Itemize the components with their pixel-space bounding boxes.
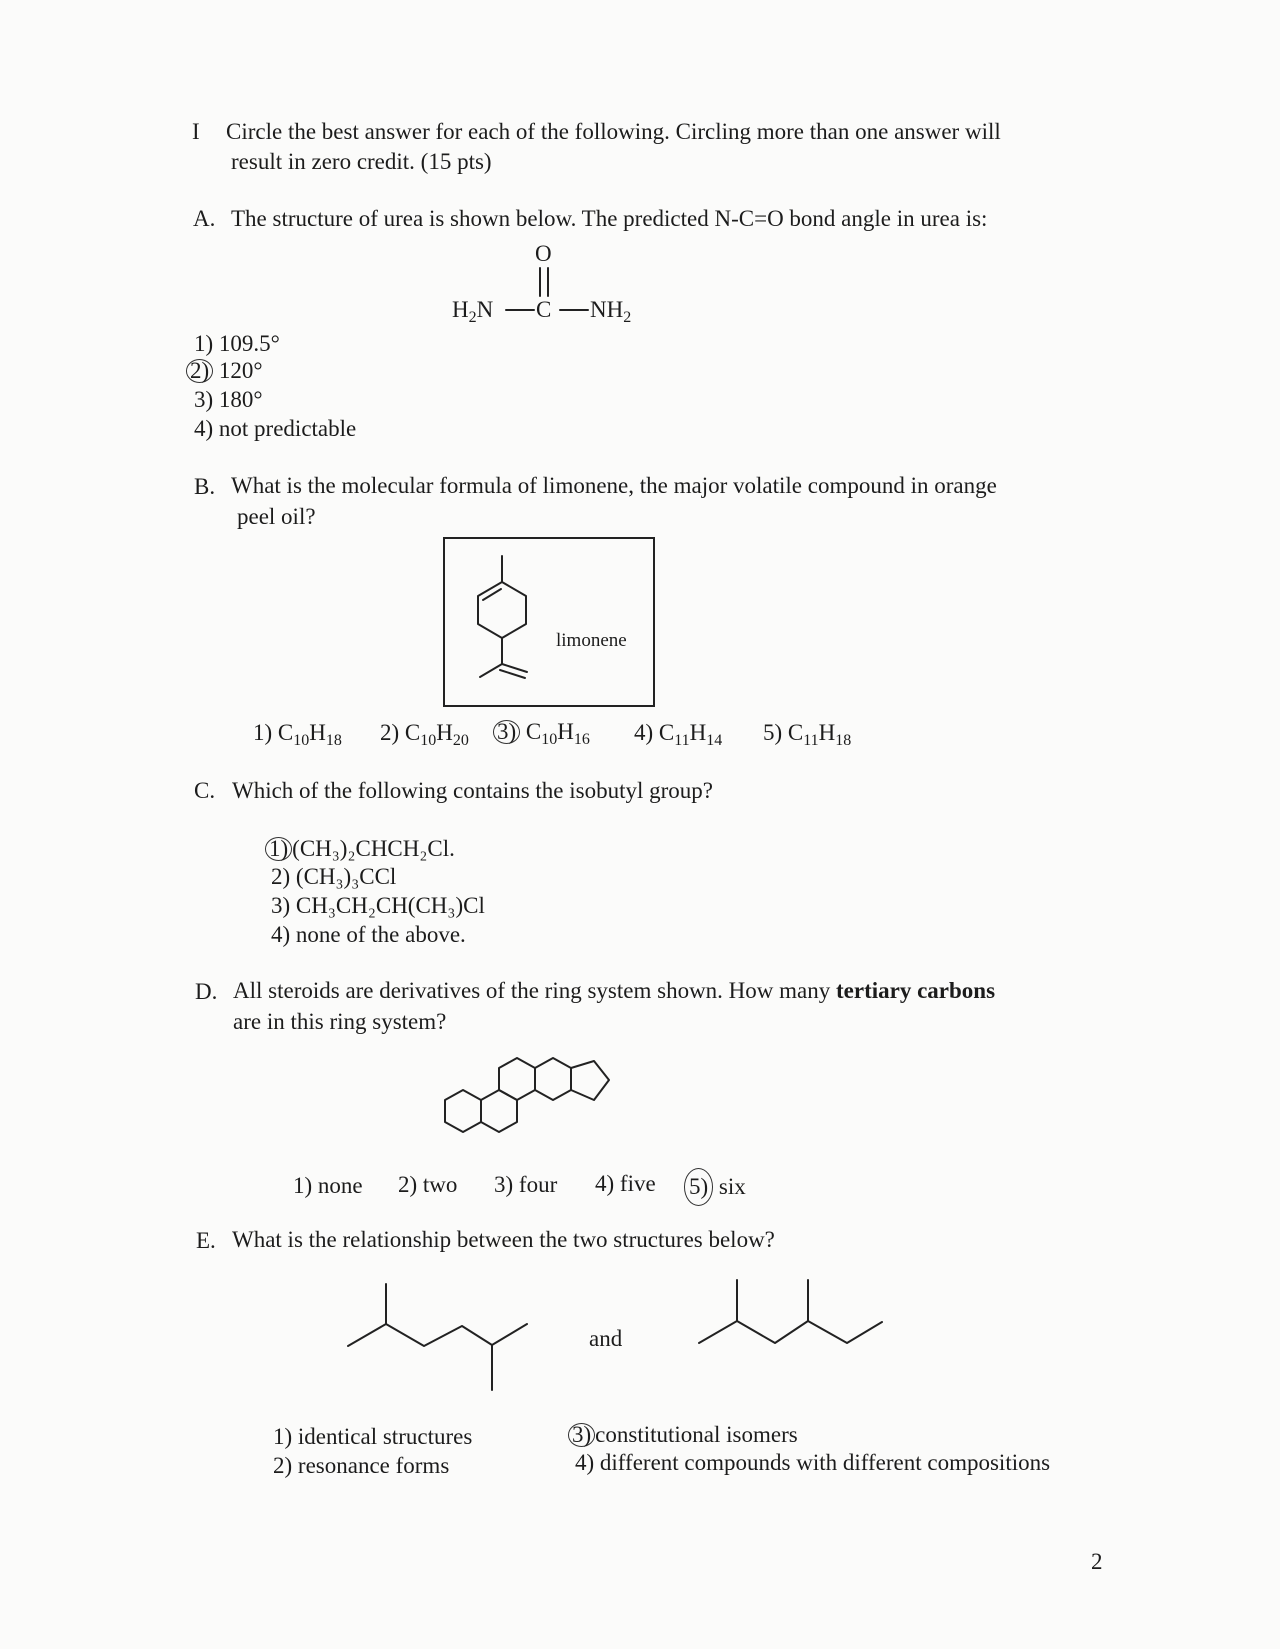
option-a4[interactable]: 4) not predictable — [194, 416, 357, 441]
option-d2[interactable]: 2) two — [398, 1172, 458, 1197]
question-a-label: A. — [193, 206, 216, 231]
option-b3[interactable]: 3) $C_{10}H_{16}$ — [493, 717, 590, 754]
question-a-text: The structure of urea is shown below. The predicted N-C=O bond angle in urea is: — [231, 206, 988, 231]
option-a1[interactable]: 1) 109.5° — [194, 331, 280, 356]
steroid-ring-5 — [571, 1061, 609, 1100]
option-c4[interactable]: 4) none of the above. — [271, 922, 466, 947]
option-b1[interactable]: 1) $C_{10}H_{18}$ — [253, 720, 342, 749]
option-c3[interactable]: 3) CH₃CH₂CH(CH₃)Cl — [271, 893, 485, 918]
option-e4[interactable]: 4) different compounds with different compositions — [575, 1450, 1051, 1475]
selected-answer-circle: 3) — [493, 720, 520, 744]
question-c-label: C. — [194, 778, 216, 803]
option-a3[interactable]: 3) 180° — [194, 387, 263, 412]
option-a2[interactable]: 2) 120° — [186, 356, 263, 385]
urea-left-amine: $H_2N$ — [452, 297, 494, 326]
question-e-label: E. — [196, 1228, 216, 1253]
option-d3[interactable]: 3) four — [494, 1172, 558, 1197]
question-b-label: B. — [194, 474, 216, 499]
steroid-ring-1 — [445, 1090, 481, 1132]
steroid-ring-3 — [499, 1058, 535, 1100]
question-b-text-1: What is the molecular formula of limonene, the major volatile compound in orange — [231, 473, 997, 498]
option-e1[interactable]: 1) identical structures — [273, 1424, 473, 1449]
option-d1[interactable]: 1) none — [293, 1173, 363, 1198]
instructions-line-2: result in zero credit. (15 pts) — [231, 149, 492, 174]
option-c2[interactable]: 2) (CH₃)₃CCl — [271, 864, 397, 889]
urea-oxygen: O — [535, 241, 552, 266]
structure-e-right — [0, 0, 1, 1]
question-b-text-2: peel oil? — [237, 504, 316, 529]
urea-right-amine: $NH_2$ — [590, 297, 632, 326]
instructions-line-1: Circle the best answer for each of the following. Circling more than one answer will — [226, 119, 1001, 144]
option-e3[interactable]: 3) constitutional isomers — [568, 1420, 798, 1449]
limonene-label: limonene — [556, 630, 627, 651]
option-b2[interactable]: 2) $C_{10}H_{20}$ — [380, 720, 469, 749]
and-label: and — [589, 1326, 623, 1351]
option-d4[interactable]: 4) five — [595, 1171, 656, 1196]
selected-answer-circle: 5) — [684, 1168, 713, 1206]
section-roman-numeral: I — [192, 119, 200, 144]
page-number: 2 — [1091, 1549, 1103, 1574]
option-b5[interactable]: 5) $C_{11}H_{18}$ — [763, 720, 852, 749]
question-d-label: D. — [195, 979, 218, 1004]
selected-answer-circle: 3) — [568, 1423, 595, 1447]
option-c1[interactable]: 1) (CH₃)₂CHCH₂Cl. — [265, 834, 455, 863]
selected-answer-circle: 1) — [265, 837, 292, 861]
steroid-ring-4 — [535, 1058, 571, 1100]
question-c-text: Which of the following contains the isobutyl group? — [232, 778, 713, 803]
option-b4[interactable]: 4) $C_{11}H_{14}$ — [634, 720, 723, 749]
limonene-box — [443, 537, 655, 707]
question-d-text-1: All steroids are derivatives of the ring system shown. How many tertiary carbons — [233, 978, 996, 1003]
selected-answer-circle: 2) — [186, 359, 213, 383]
urea-carbon: C — [536, 297, 552, 322]
option-e2[interactable]: 2) resonance forms — [273, 1453, 450, 1478]
question-d-text-2: are in this ring system? — [233, 1009, 447, 1034]
question-e-text: What is the relationship between the two structures below? — [232, 1227, 775, 1252]
option-d5[interactable]: 5) six — [684, 1168, 746, 1206]
